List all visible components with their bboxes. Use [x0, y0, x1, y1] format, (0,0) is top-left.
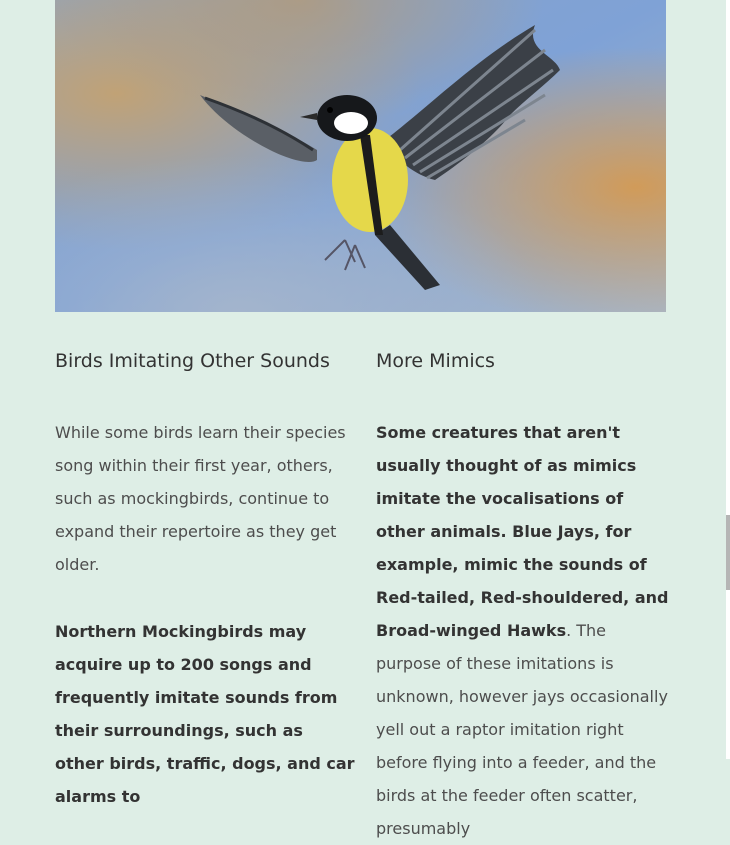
paragraph-mockingbirds [55, 615, 355, 813]
scrollbar-thumb[interactable] [726, 515, 730, 590]
left-column [55, 344, 355, 813]
bold-mockingbirds-text: Northern Mockingbirds may acquire up to 200 songs and frequently imitate sounds from their surroundings, such as other birds, traffic, dogs, and car alarms to [55, 622, 355, 806]
heading-imitating-sounds: Birds Imitating Other Sounds [55, 350, 330, 372]
bird-illustration [55, 0, 666, 312]
bold-blue-jays-text: Some creatures that aren't usually thought of as mimics imitate the vocalisations of other animals. Blue Jays, for example, mimic the sounds of Red-tailed, Red-shouldered, and Broad-winged Hawks [376, 423, 669, 640]
hero-image [55, 0, 666, 312]
heading-more-mimics: More Mimics [376, 350, 495, 372]
right-column [376, 344, 671, 845]
blue-jays-continuation: . The purpose of these imitations is unknown, however jays occasionally yell out a raptor imitation right before flying into a feeder, and the birds at the feeder often scatter, presumably [376, 621, 668, 838]
paragraph-blue-jays [376, 416, 671, 845]
paragraph-species-song: While some birds learn their species song within their first year, others, such as mockingbirds, continue to expand their repertoire as they get older. [55, 423, 346, 574]
scrollbar-track[interactable] [726, 0, 730, 759]
